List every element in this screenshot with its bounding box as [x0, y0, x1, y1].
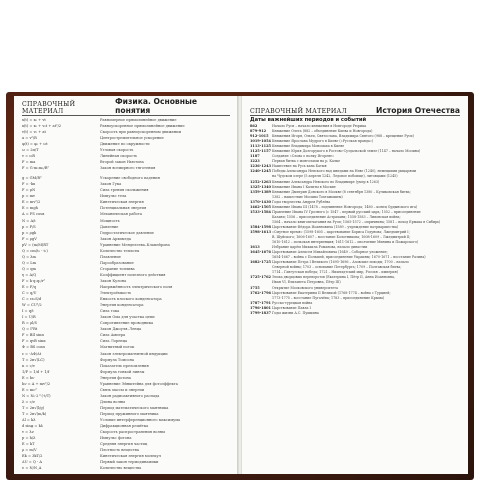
formula-description: Давление: [100, 224, 119, 229]
formula-description: Второй закон Ньютона: [100, 160, 144, 165]
event: Правление Ивана IV Грозного (с 1547 – первый русский царь; 1552 – присоединение: [272, 209, 421, 214]
formula-description: Связь массы и энергии: [100, 387, 145, 392]
formula: F = -kx: [22, 182, 36, 187]
date: 1370-1430: [250, 199, 271, 204]
date: 1125-1157: [250, 149, 271, 154]
formula-description: Формула Томсона: [100, 357, 134, 362]
date: 1682-1725: [250, 260, 271, 265]
formula: E = F/q: [22, 285, 36, 290]
formula: 1/F = 1/d + 1/f: [22, 369, 50, 374]
formula: λ = c/ν: [22, 399, 35, 404]
event: Начало Руси – начало княжения в Новгороде Рюрика: [272, 124, 367, 128]
event: Княжение Ивана III (1478 – подчинение Новгорода; 1480 – конец Ордынского ига): [272, 204, 418, 209]
event: Царствование Павла I: [272, 305, 311, 310]
formula-description: Ёмкость плоского конденсатора: [100, 297, 162, 302]
formula-description: Механическая работа: [100, 212, 142, 217]
formula-description: Парообразование: [100, 260, 134, 265]
date: 1533-1584: [250, 209, 271, 214]
formula: F = k·q₁q₂/r²: [22, 278, 45, 283]
date: 1223: [250, 159, 260, 164]
event: Казани; 1556 – присоединение Астрахани; 1558-1583 – Ливонская война;: [272, 214, 401, 219]
formula-description: Дифракционная решётка: [100, 424, 149, 429]
date: 1796-1801: [250, 305, 271, 310]
formula-description: Плавление: [100, 254, 121, 259]
formula-description: Показатель преломления: [100, 363, 149, 368]
event: Нашествие на Русь хана Батыя: [272, 164, 327, 169]
formula-description: Формула тонкой линзы: [100, 369, 145, 374]
date: 1584-1598: [250, 224, 271, 229]
event: Княжение Юрия Долгорукого в Ростово-Суздальской земле (1147 – начало Москвы): [272, 149, 421, 154]
formula-description: Закон электромагнитной индукции: [100, 351, 168, 356]
formula-description: Энергия фотона: [100, 375, 131, 380]
formula: N = A/t: [22, 218, 36, 223]
formula: ΔU = Q - A: [22, 460, 42, 465]
date: 1019-1054: [250, 139, 271, 144]
event: 1610-1612 – польская интервенция; 1611-1612 – ополчение Минина и Пожарского): [272, 240, 419, 245]
formula: Q = qm: [22, 266, 36, 271]
formula-description: Длина волны: [100, 399, 126, 404]
date: 1240-1245: [250, 169, 271, 174]
left-page: [14, 96, 238, 474]
formula: T = 2π√(l/g): [22, 405, 45, 410]
date: 1613: [250, 245, 260, 250]
event: В. Шуйского; 1606-1607 – восстание Болотникова; 1608-1609 – Лжедмитрий II;: [272, 235, 411, 240]
formula: T = 2π√(m/k): [22, 412, 47, 416]
event: Княжение Дмитрия Донского в Москве (8 сентября 1380 – Куликовская битва;: [272, 189, 411, 194]
formula-description: Кинетическая энергия: [100, 200, 144, 205]
formula-description: Ускорение свободного падения: [100, 176, 160, 181]
date: 1645-1676: [250, 250, 271, 255]
formula: E = mv²/2: [22, 200, 41, 205]
formula-list: [22, 118, 232, 472]
formula-description: Энергия конденсатора: [100, 303, 144, 308]
formula-description: Закон Ома для участка цепи: [100, 315, 155, 320]
formula-description: Сила Лоренца: [100, 339, 128, 344]
date: 1799-1837: [250, 310, 271, 315]
formula: η = A/Q: [22, 272, 37, 277]
formula-description: Движение по окружности: [100, 142, 150, 147]
formula: a = v²/R: [22, 136, 37, 141]
formula: T = 2π√(LC): [22, 357, 45, 362]
formula: v = ωR: [22, 154, 35, 159]
formula: C = εε₀S/d: [22, 297, 42, 302]
formula-description: Сгорание топлива: [100, 266, 135, 271]
formula-description: Кинетическая энергия молекул: [100, 454, 161, 459]
formula: v = λν: [22, 430, 34, 435]
formula: g = GM/R²: [22, 176, 42, 181]
event: Иван VI, Елизавета Петровна, Пётр III): [272, 280, 341, 285]
formula-description: Первый закон термодинамики: [100, 460, 159, 465]
formula: R = ρl/S: [22, 321, 37, 326]
formula: d sinφ = kλ: [22, 424, 44, 429]
formula-description: Количество теплоты: [100, 248, 140, 253]
date: 1725-1762: [250, 275, 271, 280]
event: Княжение Ярослава Мудрого в Киеве («Русская правда»): [272, 139, 374, 144]
event: 1564 – начало книгопечатания на Руси; 1565-1572 – опричнина; 1581 – поход Ермака в Сибирь): [272, 219, 441, 224]
event: 1382 – нашествие Москвы Тохтамышем): [272, 194, 343, 199]
formula-description: Закон Джоуля–Ленца: [100, 327, 142, 332]
right-page: [242, 96, 468, 474]
formula: Ek = 3kT/2: [22, 454, 43, 459]
formula: F = qvB sinα: [22, 339, 46, 344]
formula-description: Закон всемирного тяготения: [100, 166, 156, 171]
formula-description: Магнитный поток: [100, 345, 135, 350]
formula: ω = 2π/T: [22, 148, 39, 153]
formula: Q = λm: [22, 254, 36, 259]
formula-description: Закон Архимеда: [100, 236, 132, 241]
formula: C = q/U: [22, 291, 37, 296]
formula: n = c/v: [22, 363, 35, 368]
formula: E = kT: [22, 442, 35, 447]
event: Годы творчества Андрея Рублёва: [272, 199, 331, 204]
formula: Q = cm(t₂ - t₁): [22, 248, 48, 253]
formula-description: Импульс тела: [100, 194, 127, 199]
date: 1755: [250, 285, 260, 290]
date: 1187: [250, 154, 260, 159]
event: 1714 – Гангутская победа; 1721 – Ништадтский мир, Россия – империя): [272, 270, 398, 275]
formula-description: Угловая скорость: [100, 148, 134, 153]
formula: Φ = BS cosα: [22, 345, 45, 350]
formula: p = F/S: [22, 224, 36, 229]
date: 1598-1613: [250, 229, 271, 234]
left-header-ref: СПРАВОЧНЫЙ МАТЕРИАЛ: [22, 101, 76, 115]
formula: p = h/λ: [22, 436, 36, 441]
formula: N = N₀·2^(-t/T): [22, 393, 51, 398]
event: Царствование Екатерины II Великой (1768-1774 – война с Турцией;: [272, 290, 391, 295]
formula-description: Условие интерференционного максимума: [100, 418, 181, 423]
formula-description: Количество вещества: [100, 466, 142, 471]
left-header-topic: Физика. Основные понятия: [115, 97, 197, 115]
formula-description: Скорость распространения волны: [100, 430, 165, 435]
formula-description: Уравнение Эйнштейна для фотоэффекта: [100, 381, 178, 386]
formula: Q = Lm: [22, 260, 37, 265]
event: Княжение Владимира Мономаха в Киеве: [272, 144, 345, 149]
formula: A = FS cosα: [22, 212, 45, 217]
event: Избрание царём Михаила Романова, начало династии: [272, 245, 368, 250]
list-item: [22, 166, 232, 176]
date: 1787-1791: [250, 300, 271, 305]
formula-description: Сопротивление проводника: [100, 321, 154, 326]
formula-description: Потенциальная энергия: [100, 206, 147, 211]
formula-description: Коэффициент полезного действия: [100, 272, 166, 277]
event: Открытие Московского университета: [272, 285, 338, 290]
formula-description: Равноускоренное прямолинейное движение: [100, 124, 185, 129]
right-page-header: [250, 102, 460, 116]
event: Княжение Ивана I Калиты в Москве: [272, 184, 336, 189]
event: Создание «Слова о полку Игореве»: [272, 154, 335, 159]
formula-description: Уравнение Менделеева–Клапейрона: [100, 242, 170, 247]
event: Годы жизни А.С. Пушкина: [272, 310, 319, 315]
date: 879-912: [250, 129, 267, 134]
formula: φ(t) = φ₀ + ωt: [22, 142, 48, 147]
date: 912-1015: [250, 134, 269, 139]
formula-description: Скорость при равноускоренном движении: [100, 130, 182, 135]
formula: p = ρgh: [22, 230, 37, 235]
right-page-subtitle: Даты важнейших периодов и событий: [250, 117, 367, 123]
event: на Чудском озере (5 апреля 1242, Ледовое побоище), литовцами (1245): [272, 174, 398, 179]
formula-description: Импульс фотона: [100, 436, 132, 441]
formula-description: Сила тока: [100, 309, 120, 314]
date: 1252-1263: [250, 179, 271, 184]
date: 1359-1389: [250, 189, 271, 194]
event: 1654-1667 – война с Польшей, присоединение Украины; 1670-1671 – восстание Разина): [272, 255, 426, 260]
formula: pV = (m/M)RT: [22, 242, 49, 247]
formula: v(t) = v₀ + at: [22, 130, 46, 135]
formula-description: Гидростатическое давление: [100, 230, 154, 235]
formula-description: Средняя энергия частиц: [100, 442, 148, 447]
formula-description: Период математического маятника: [100, 405, 169, 410]
event: Царствование Фёдора Иоанновича (1589 – учреждение патриаршества): [272, 224, 399, 229]
formula: Δl = kλ: [22, 418, 36, 423]
list-item: [250, 311, 462, 316]
formula-description: Равномерное прямолинейное движение: [100, 118, 177, 122]
event: «Смутное время» (1598-1605 – царствование Бориса Годунова; Лжедмитрий I;: [272, 229, 410, 234]
left-page-header: [22, 97, 230, 116]
event: Княжение Олега (882 – объединение Киева и Новгорода): [272, 129, 373, 134]
event: Царствование Алексея Михайловича (1649 – Соборное уложение;: [272, 250, 388, 255]
formula: hν = A + mv²/2: [22, 381, 51, 386]
formula-description: Центростремительное ускорение: [100, 136, 164, 141]
formula-description: Закон радиоактивного распада: [100, 393, 160, 398]
formula: F = ρgV: [22, 236, 37, 241]
event: Северной войны; 1703 – основание Петербурга; 1709 – Полтавская битва;: [272, 265, 402, 270]
event: 1773-1775 – восстание Пугачёва; 1783 – присоединение Крыма): [272, 295, 385, 300]
history-list: [250, 124, 462, 316]
formula: ρ = m/V: [22, 448, 37, 453]
date: 1325-1340: [250, 184, 271, 189]
date: 1236-1243: [250, 164, 271, 169]
formula: ε = -ΔΦ/Δt: [22, 351, 42, 356]
formula-description: Электроёмкость: [100, 291, 132, 296]
formula-description: Сила Ампера: [100, 333, 126, 338]
formula: I = U/R: [22, 315, 36, 320]
formula: x(t) = x₀ + v₀t + at²/2: [22, 124, 62, 129]
right-header-ref: СПРАВОЧНЫЙ МАТЕРИАЛ: [250, 108, 348, 115]
date: 862: [250, 124, 258, 128]
event: Первая битва с монголами на р. Калке: [272, 159, 341, 164]
formula: W = CU²/2: [22, 303, 42, 308]
formula-description: Мощность: [100, 218, 120, 223]
formula: Q = I²Rt: [22, 327, 38, 332]
event: Эпоха дворцовых переворотов (Екатерина I, Пётр II, Анна Иоанновна,: [272, 275, 396, 280]
formula: p = mv: [22, 194, 36, 199]
formula: F = G·m₁m₂/R²: [22, 166, 49, 171]
formula: I = q/t: [22, 309, 34, 314]
date: 1762-1796: [250, 290, 271, 295]
event: Княжение Александра Невского во Владимире (умер в 1263): [272, 179, 380, 184]
formula-description: Закон Гука: [100, 182, 122, 187]
formula: F = ma: [22, 160, 36, 165]
event: Царствование Петра I Великого (1695-1696 – Азовские походы; 1700 – начало: [272, 260, 409, 265]
formula: ν = N/N_A: [22, 466, 42, 471]
formula-description: Напряжённость электрического поля: [100, 285, 173, 290]
event: Княжения Игоря, Ольги, Святослава, Владимира Святого (988 – крещение Руси): [272, 134, 414, 139]
formula: E = mc²: [22, 387, 37, 392]
list-item: [22, 466, 232, 472]
date: 1462-1505: [250, 204, 271, 209]
formula: E = hν: [22, 375, 35, 380]
date: 1113-1125: [250, 144, 271, 149]
formula: x(t) = x₀ + vt: [22, 118, 46, 122]
event: Победы Александра Невского над шведами на Неве (1240), немецкими рыцарями: [272, 169, 417, 174]
formula: F = BIl sinα: [22, 333, 44, 338]
formula-description: Плотность вещества: [100, 448, 140, 453]
right-header-topic: История Отечества: [376, 106, 460, 115]
formula-description: Линейная скорость: [100, 154, 138, 159]
event: Русско-турецкая война: [272, 300, 313, 305]
formula-description: Сила трения скольжения: [100, 188, 149, 193]
formula-description: Закон Кулона: [100, 278, 127, 283]
formula-description: Период пружинного маятника: [100, 412, 159, 416]
formula: F = μN: [22, 188, 36, 193]
formula: E = mgh: [22, 206, 38, 211]
